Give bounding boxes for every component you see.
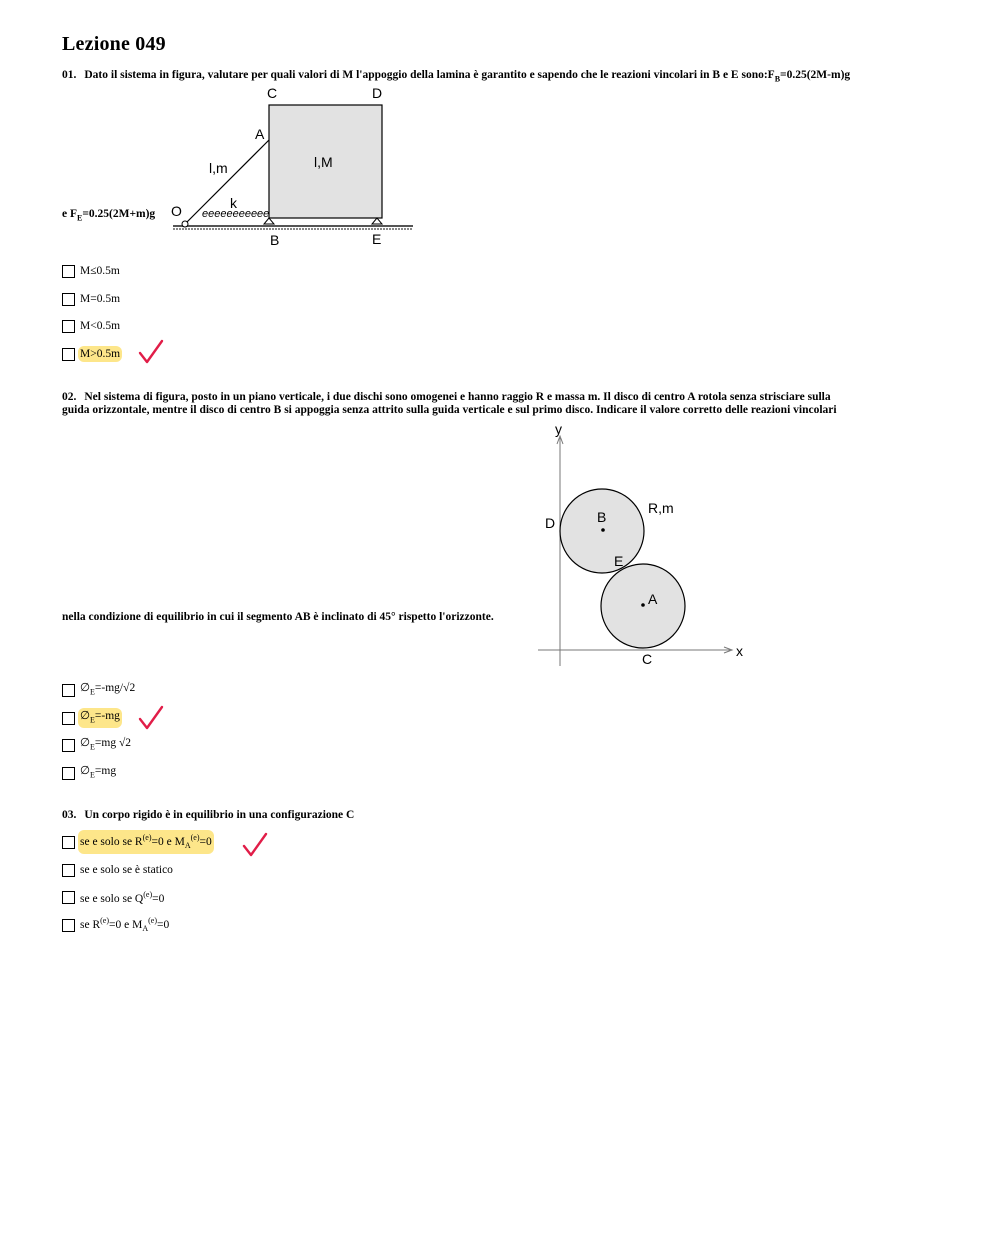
q1-option-3-checkbox[interactable]	[62, 320, 75, 333]
q2-option-2-sub: E	[90, 715, 95, 725]
q3-option-4-sub: A	[142, 924, 149, 934]
center-b	[601, 528, 605, 532]
q3-option-4-label	[78, 913, 171, 937]
q2-correct-check-icon	[138, 705, 164, 731]
q2-option-1-sub: E	[90, 687, 95, 697]
q1-fe-sub: E	[77, 213, 83, 223]
q2-text	[62, 391, 837, 417]
q2-option-1-checkbox[interactable]	[62, 684, 75, 697]
q3-option-4-sup-2: (e)	[148, 915, 158, 925]
q1-number: 01.	[62, 69, 77, 81]
q2-option-4-sym: ∅	[80, 764, 91, 777]
q3-option-3-checkbox[interactable]	[62, 891, 75, 904]
center-a	[641, 603, 645, 607]
q1-text-a: Dato il sistema in figura, valutare per quali valori di M l'appoggio della lamina è garantito e sapendo che le reazioni vincolari in B e E sono:	[84, 69, 768, 81]
q3-option-1-sup-1: (e)	[142, 832, 152, 842]
q2-option-4-checkbox[interactable]	[62, 767, 75, 780]
q1-option-3[interactable]	[62, 318, 122, 334]
label-e: E	[614, 553, 624, 569]
q2-option-1[interactable]	[62, 682, 137, 698]
q3-option-4-part-a: se R	[80, 918, 101, 931]
label-b: B	[270, 232, 280, 248]
q3-option-1-part-c: =0	[199, 835, 212, 848]
q1-option-4-label: M>0.5m	[80, 348, 121, 360]
label-x: x	[736, 643, 743, 659]
q1-option-3-label: M<0.5m	[80, 320, 121, 332]
q1-option-2-label: M=0.5m	[80, 293, 121, 305]
q2-option-3[interactable]	[62, 737, 133, 753]
q2-number: 02.	[62, 391, 77, 403]
q1-option-2[interactable]	[62, 291, 122, 307]
label-o: O	[171, 203, 182, 219]
q2-option-3-label	[78, 735, 133, 755]
q3-option-4-part-c: =0	[157, 918, 170, 931]
q3-option-3-label	[78, 887, 166, 907]
q2-option-1-label	[78, 680, 137, 700]
q3-number: 03.	[62, 809, 77, 821]
q3-option-3-part-b: =0	[152, 892, 165, 905]
q1-fe-expr: =0.25(2M+m)g	[82, 208, 156, 220]
q3-question: Un corpo rigido è in equilibrio in una configurazione C	[84, 809, 355, 821]
support-e	[372, 218, 382, 224]
q2-line-1: Nel sistema di figura, posto in un piano verticale, i due dischi sono omogenei e hanno raggio R e massa m. Il disco di centro A rotola senza strisciare sulla	[84, 391, 831, 403]
q2-option-2-checkbox[interactable]	[62, 712, 75, 725]
q3-correct-check-icon	[242, 832, 268, 858]
label-e: E	[372, 231, 382, 247]
q1-option-4[interactable]	[62, 346, 122, 362]
q1-text-b-pre: e	[62, 208, 70, 220]
q3-option-1-checkbox[interactable]	[62, 836, 75, 849]
q2-option-4[interactable]	[62, 765, 118, 781]
q2-option-1-expr: =-mg/√2	[94, 681, 136, 694]
q1-option-1[interactable]	[62, 263, 122, 279]
q1-fb-letter: F	[767, 69, 775, 81]
q1-option-2-checkbox[interactable]	[62, 293, 75, 306]
q3-option-1[interactable]	[62, 834, 214, 850]
label-c: C	[267, 85, 278, 101]
q2-option-2-expr: =-mg	[94, 709, 120, 722]
q1-option-1-checkbox[interactable]	[62, 265, 75, 278]
q3-option-2-checkbox[interactable]	[62, 864, 75, 877]
label-lamina-lm: l,M	[314, 154, 333, 170]
label-rm: R,m	[648, 500, 674, 516]
q2-option-3-sub: E	[90, 742, 95, 752]
label-k: k	[230, 195, 237, 211]
q3-option-4-part-b: =0 e M	[109, 918, 143, 931]
label-b: B	[597, 509, 607, 525]
q3-option-4-checkbox[interactable]	[62, 919, 75, 932]
label-d: D	[545, 515, 556, 531]
q2-option-3-sym: ∅	[80, 736, 91, 749]
q2-figure	[530, 418, 760, 673]
q3-option-1-label	[78, 830, 214, 854]
q3-option-2-label: se e solo se è statico	[80, 864, 173, 876]
q3-option-3[interactable]	[62, 889, 166, 905]
q1-fb-expr: =0.25(2M-m)g	[780, 69, 851, 81]
q2-option-2-label	[78, 708, 122, 728]
q3-option-1-part-a: se e solo se R	[80, 835, 143, 848]
q2-option-3-checkbox[interactable]	[62, 739, 75, 752]
q2-text-line-1	[62, 391, 837, 404]
label-a: A	[255, 126, 265, 142]
label-c: C	[642, 651, 653, 667]
q2-text-line-2: guida orizzontale, mentre il disco di centro B si appoggia senza attrito sulla guida verticale e sul primo disco. Indicare il valore corretto delle reazioni vincolari	[62, 404, 837, 416]
q1-option-1-label: M≤0.5m	[80, 265, 120, 277]
q3-option-1-part-b: =0 e M	[151, 835, 185, 848]
q1-text	[62, 69, 962, 85]
q1-fe-letter: F	[69, 208, 78, 220]
q2-option-3-expr: =mg √2	[94, 736, 132, 749]
q2-option-4-expr: =mg	[94, 764, 117, 777]
q1-text-continued	[62, 208, 155, 224]
lesson-title: Lezione 049	[62, 33, 166, 55]
q2-option-1-sym: ∅	[80, 681, 91, 694]
pivot-o	[182, 221, 188, 227]
label-y: y	[555, 421, 562, 437]
q2-text-line-3: nella condizione di equilibrio in cui il segmento AB è inclinato di 45° rispetto l'orizzonte.	[62, 611, 494, 623]
q2-option-2[interactable]	[62, 710, 122, 726]
label-d: D	[372, 85, 383, 101]
label-a: A	[648, 591, 658, 607]
q1-correct-check-icon	[138, 339, 164, 365]
q3-option-4[interactable]	[62, 917, 171, 933]
q3-option-4-sup-1: (e)	[100, 915, 110, 925]
q1-fb-sub: B	[774, 74, 781, 84]
q1-figure	[165, 84, 425, 254]
q2-option-2-sym: ∅	[80, 709, 91, 722]
q3-text	[62, 809, 354, 822]
q3-option-1-sub: A	[184, 841, 191, 851]
label-rod-lm: l,m	[209, 160, 228, 176]
q3-option-1-sup-2: (e)	[190, 832, 200, 842]
q3-option-2[interactable]	[62, 862, 175, 878]
q2-option-4-label	[78, 763, 118, 783]
q3-option-3-sup: (e)	[143, 890, 153, 900]
q3-option-3-part-a: se e solo se Q	[80, 892, 144, 905]
q1-option-4-checkbox[interactable]	[62, 348, 75, 361]
spring-coils: eeeeeeeeeee	[202, 208, 270, 220]
q2-option-4-sub: E	[90, 770, 95, 780]
